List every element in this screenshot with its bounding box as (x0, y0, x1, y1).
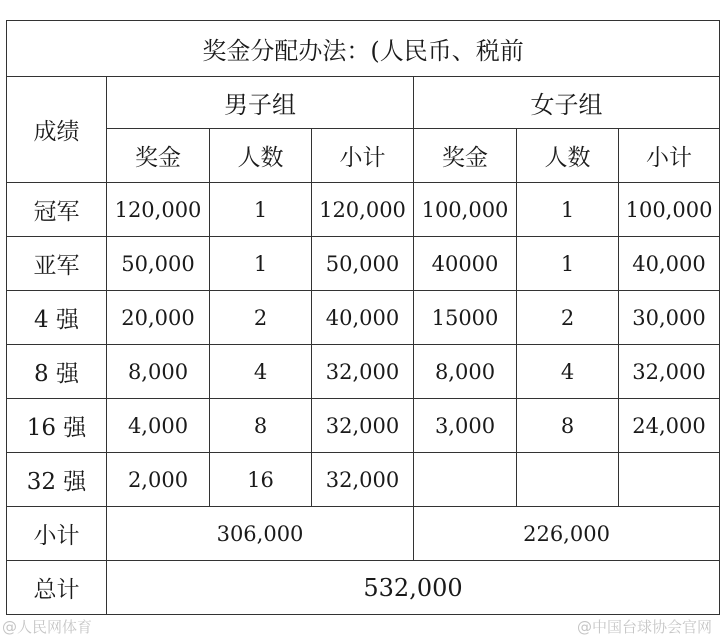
women-subtotal-header: 小计 (619, 129, 720, 183)
table-row (7, 291, 720, 345)
watermark-right: @中国台球协会官网 (576, 618, 712, 636)
men-prize-cell: 8,000 (107, 345, 210, 399)
men-count-cell: 4 (210, 345, 312, 399)
table-row (7, 183, 720, 237)
women-prize-cell: 100,000 (414, 183, 517, 237)
men-subtotal-cell: 32,000 (312, 399, 414, 453)
women-prize-cell: 8,000 (414, 345, 517, 399)
men-count-cell: 2 (210, 291, 312, 345)
women-subtotal-value: 226,000 (414, 507, 720, 561)
prize-table (6, 20, 720, 615)
rank-cell: 8 强 (7, 345, 107, 399)
women-count-cell: 8 (517, 399, 619, 453)
men-prize-cell: 120,000 (107, 183, 210, 237)
women-prize-cell (414, 453, 517, 507)
men-count-cell: 16 (210, 453, 312, 507)
men-count-cell: 8 (210, 399, 312, 453)
men-count-cell: 1 (210, 237, 312, 291)
women-subtotal-cell: 100,000 (619, 183, 720, 237)
table-row (7, 345, 720, 399)
subtotal-label: 小计 (7, 507, 107, 561)
table-row (7, 399, 720, 453)
grand-total-value: 532,000 (107, 561, 720, 615)
women-group-header: 女子组 (414, 77, 720, 129)
women-count-cell: 2 (517, 291, 619, 345)
total-row (7, 561, 720, 615)
men-subtotal-value: 306,000 (107, 507, 414, 561)
rank-cell: 4 强 (7, 291, 107, 345)
women-prize-header: 奖金 (414, 129, 517, 183)
women-subtotal-cell: 24,000 (619, 399, 720, 453)
watermark-left: @人民网体育 (2, 618, 93, 636)
men-prize-cell: 50,000 (107, 237, 210, 291)
women-count-cell: 4 (517, 345, 619, 399)
women-prize-cell: 3,000 (414, 399, 517, 453)
rank-cell: 32 强 (7, 453, 107, 507)
table-row (7, 237, 720, 291)
table-row (7, 453, 720, 507)
men-prize-cell: 20,000 (107, 291, 210, 345)
men-subtotal-cell: 120,000 (312, 183, 414, 237)
subtotal-row (7, 507, 720, 561)
men-subtotal-cell: 32,000 (312, 345, 414, 399)
women-count-cell: 1 (517, 237, 619, 291)
rank-header: 成绩 (7, 77, 107, 183)
men-prize-cell: 4,000 (107, 399, 210, 453)
rank-cell: 亚军 (7, 237, 107, 291)
men-count-cell: 1 (210, 183, 312, 237)
men-prize-header: 奖金 (107, 129, 210, 183)
rank-cell: 冠军 (7, 183, 107, 237)
men-subtotal-cell: 32,000 (312, 453, 414, 507)
title-row (7, 21, 720, 77)
women-prize-cell: 15000 (414, 291, 517, 345)
table-title: 奖金分配办法：(人民币、税前 (7, 21, 720, 77)
men-subtotal-cell: 40,000 (312, 291, 414, 345)
women-subtotal-cell (619, 453, 720, 507)
women-count-cell: 1 (517, 183, 619, 237)
rank-cell: 16 强 (7, 399, 107, 453)
women-subtotal-cell: 40,000 (619, 237, 720, 291)
men-subtotal-cell: 50,000 (312, 237, 414, 291)
women-count-header: 人数 (517, 129, 619, 183)
total-label: 总计 (7, 561, 107, 615)
men-subtotal-header: 小计 (312, 129, 414, 183)
men-prize-cell: 2,000 (107, 453, 210, 507)
women-subtotal-cell: 30,000 (619, 291, 720, 345)
women-prize-cell: 40000 (414, 237, 517, 291)
men-count-header: 人数 (210, 129, 312, 183)
men-group-header: 男子组 (107, 77, 414, 129)
group-header-row (7, 77, 720, 129)
sub-header-row (7, 129, 720, 183)
women-subtotal-cell: 32,000 (619, 345, 720, 399)
women-count-cell (517, 453, 619, 507)
